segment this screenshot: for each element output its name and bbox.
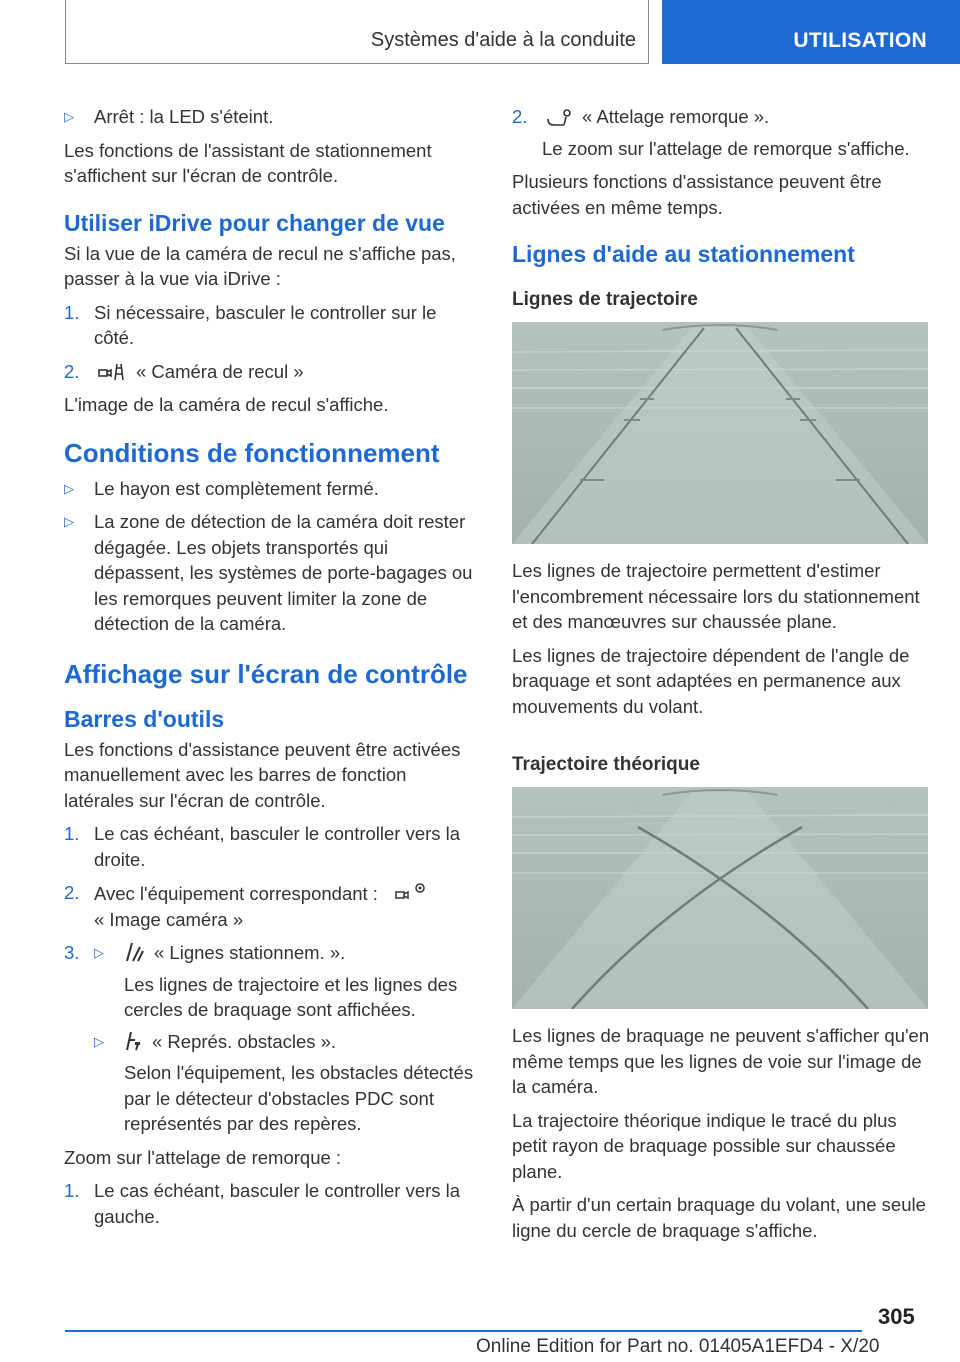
bullet-text: La zone de détection de la caméra doit rester dégagée. Les objets transportés qui dépassent, les systèmes de porte-bagages ou les remorques peuvent limiter la zone de détection de la caméra.	[94, 511, 473, 634]
step-text: Le cas échéant, basculer le controller vers la droite.	[94, 823, 461, 870]
footer-divider	[65, 1330, 862, 1332]
sub-item-text: « Lignes stationnem. ».	[154, 942, 346, 963]
caption: À partir d'un certain braquage du volant, une seule ligne du cercle de braquage s'affiche.	[512, 1194, 926, 1241]
caption: Les lignes de trajectoire permettent d'estimer l'encombrement nécessaire lors du stationnement et des manœuvres sur chaussée plane.	[512, 560, 920, 632]
step-number: 1.	[64, 823, 80, 844]
obstacle-marking-icon	[124, 1030, 142, 1052]
header-section-title: Systèmes d'aide à la conduite	[370, 29, 636, 51]
sub-item	[94, 1029, 480, 1137]
heading-conditions: Conditions de fonctionnement	[64, 437, 440, 468]
triangle-right-icon: ▷	[64, 514, 74, 529]
triangle-right-icon: ▷	[94, 945, 104, 960]
bullet-text: Arrêt : la LED s'éteint.	[94, 106, 274, 127]
caption: La trajectoire théorique indique le tracé du plus petit rayon de braquage possible sur chaussée plane.	[512, 1109, 897, 1182]
sub-item-desc: Les lignes de trajectoire et les lignes des cercles de braquage sont affichées.	[124, 973, 458, 1020]
paragraph: Si la vue de la caméra de recul ne s'affiche pas, passer à la vue via iDrive :	[64, 242, 456, 289]
chapter-tab	[662, 0, 960, 64]
paragraph: L'image de la caméra de recul s'affiche.	[64, 394, 389, 415]
bullet-item	[64, 104, 480, 130]
step-number: 1.	[64, 1180, 80, 1201]
step-text: Avec l'équipement correspondant :	[94, 883, 378, 904]
step-item	[64, 359, 480, 385]
step-number: 2.	[64, 882, 80, 903]
sub-item-text: « Représ. obstacles ».	[152, 1030, 337, 1052]
bullet-item	[64, 509, 480, 637]
running-header	[65, 0, 649, 64]
heading-display: Affichage sur l'écran de contrôle	[64, 658, 468, 689]
heading-toolbars: Barres d'outils	[64, 705, 225, 732]
paragraph: Les fonctions de l'assistant de stationnement s'affichent sur l'écran de contrôle.	[64, 139, 432, 186]
footer-edition: Online Edition for Part no. 01405A1EFD4 - X/20	[476, 1336, 880, 1357]
step-number: 2.	[64, 360, 80, 382]
heading-idrive: Utiliser iDrive pour changer de vue	[64, 209, 445, 236]
trajectory-lines-image	[512, 322, 928, 544]
step-text: Le cas échéant, basculer le controller vers la gauche.	[94, 1180, 461, 1227]
caption: Les lignes de trajectoire dépendent de l'angle de braquage et sont adaptées en permanence aux mouvements du volant.	[512, 644, 910, 717]
step-text-2: « Image caméra »	[94, 908, 244, 930]
sub-item-desc: Selon l'équipement, les obstacles détectés par le détecteur d'obstacles PDC sont représentés par des repères.	[124, 1062, 474, 1134]
step-item	[64, 1178, 480, 1229]
step-text: Si nécessaire, basculer le controller sur le côté.	[94, 301, 437, 348]
parking-lines-icon	[124, 941, 144, 963]
sub-item	[94, 940, 480, 1023]
heading-theoretical: Trajectoire théorique	[512, 754, 700, 775]
chapter-title: UTILISATION	[793, 29, 927, 52]
step-number: 1.	[64, 301, 80, 323]
bullet-item	[64, 476, 480, 502]
step-item	[64, 821, 480, 872]
heading-parking-lines: Lignes d'aide au stationnement	[512, 241, 855, 267]
right-column	[512, 104, 932, 1243]
step-item	[64, 880, 480, 932]
bullet-text: Le hayon est complètement fermé.	[94, 477, 379, 499]
step-item	[64, 940, 480, 1137]
paragraph: Les fonctions d'assistance peuvent être activées manuellement avec les barres de fonction latérales sur l'écran de contrôle.	[64, 738, 461, 811]
step-item	[512, 104, 932, 161]
theoretical-trajectory-image	[512, 787, 928, 1009]
step-text: « Attelage remorque ».	[582, 106, 770, 127]
triangle-right-icon: ▷	[94, 1033, 104, 1049]
triangle-right-icon: ▷	[64, 480, 74, 496]
triangle-right-icon: ▷	[64, 109, 74, 124]
step-desc: Le zoom sur l'attelage de remorque s'affiche.	[542, 137, 910, 159]
trailer-hitch-icon	[546, 105, 572, 127]
step-number: 2.	[512, 106, 528, 127]
caption: Les lignes de braquage ne peuvent s'afficher qu'en même temps que les lignes de voie sur l'image de la caméra.	[512, 1025, 930, 1097]
paragraph: Plusieurs fonctions d'assistance peuvent être activées en même temps.	[512, 171, 882, 218]
step-number: 3.	[64, 942, 80, 963]
step-item	[64, 300, 480, 351]
rear-camera-icon	[98, 360, 126, 382]
left-column	[64, 104, 480, 1229]
camera-settings-icon	[395, 880, 429, 904]
page-number: 305	[878, 1304, 915, 1329]
step-text: « Caméra de recul »	[136, 360, 304, 382]
paragraph: Zoom sur l'attelage de remorque :	[64, 1146, 342, 1168]
heading-trajectory: Lignes de trajectoire	[512, 289, 698, 310]
